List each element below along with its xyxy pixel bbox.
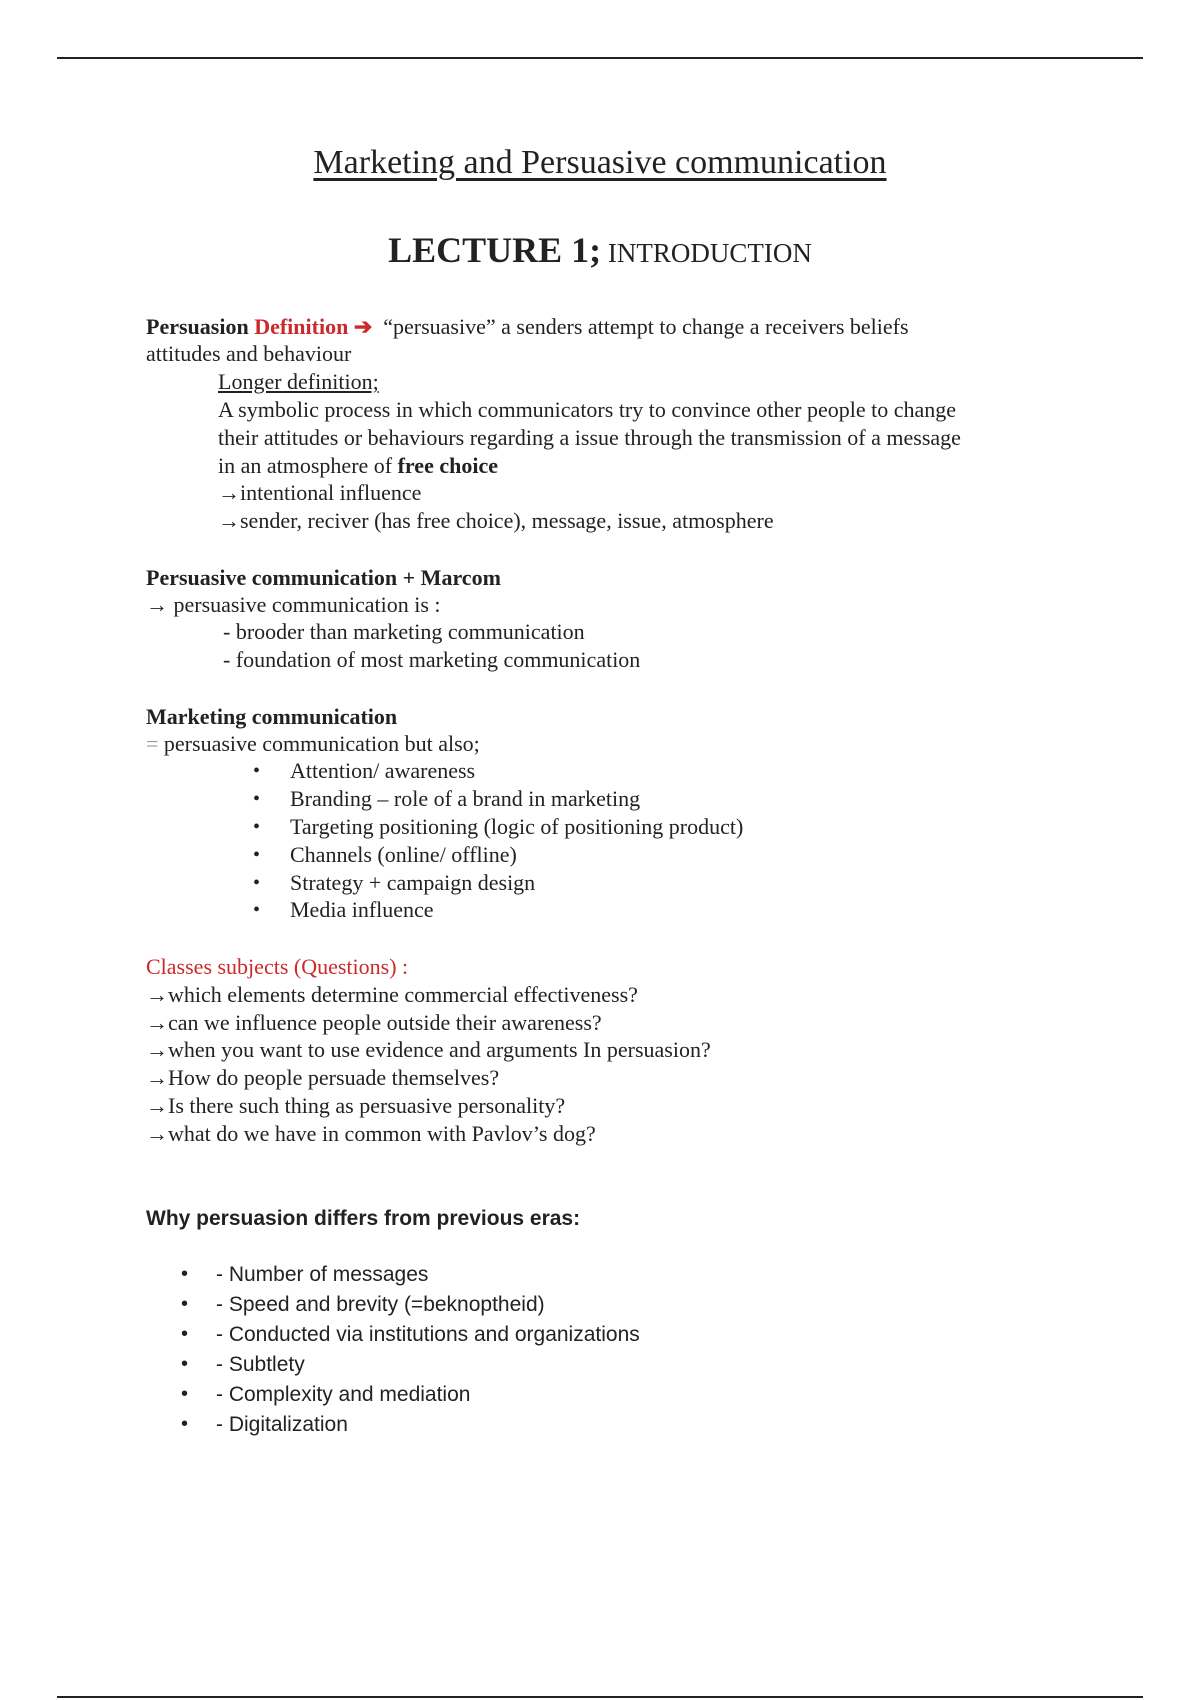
eras-heading: Why persuasion differs from previous eras:: [146, 1207, 581, 1230]
bullet-icon: •: [253, 844, 261, 866]
bullet-icon: •: [181, 1413, 189, 1435]
bullet-icon: •: [181, 1263, 189, 1285]
bullet-icon: •: [253, 872, 261, 894]
longer-definition-heading: Longer definition;: [218, 369, 379, 394]
classes-heading: Classes subjects (Questions) :: [146, 954, 409, 979]
question-item: →which elements determine commercial effectiveness?: [146, 982, 638, 1007]
marketing-intro-text: persuasive communication but also;: [158, 731, 480, 756]
list-item: - Subtlety: [216, 1353, 305, 1376]
header-rule: [57, 57, 1143, 59]
marketing-heading: Marketing communication: [146, 704, 398, 729]
bullet-icon: •: [253, 788, 261, 810]
list-item: Strategy + campaign design: [290, 870, 536, 895]
marcom-item: - foundation of most marketing communication: [223, 647, 641, 672]
list-item: - Digitalization: [216, 1413, 348, 1436]
free-choice-emphasis: free choice: [397, 453, 498, 478]
longer-definition-line: their attitudes or behaviours regarding a issue through the transmission of a message: [218, 425, 961, 450]
definition-text-cont: attitudes and behaviour: [146, 341, 352, 366]
list-item: - Complexity and mediation: [216, 1383, 471, 1406]
list-item: - Conducted via institutions and organizations: [216, 1323, 640, 1346]
definition-point: →intentional influence: [218, 480, 422, 505]
list-item: Attention/ awareness: [290, 758, 476, 783]
definition-term: Persuasion: [146, 314, 249, 339]
bullet-icon: •: [253, 760, 261, 782]
list-item: - Number of messages: [216, 1263, 429, 1286]
question-item: →Is there such thing as persuasive personality?: [146, 1093, 566, 1118]
equals-sign: =: [146, 731, 159, 756]
list-item: Targeting positioning (logic of positioning product): [290, 814, 744, 839]
bullet-icon: •: [181, 1383, 189, 1405]
bullet-icon: •: [253, 899, 261, 921]
arrow-icon: ➔: [353, 314, 373, 339]
list-item: Branding – role of a brand in marketing: [290, 786, 641, 811]
bullet-icon: •: [181, 1293, 189, 1315]
marketing-intro: [146, 730, 480, 758]
lecture-subtitle: INTRODUCTION: [607, 238, 812, 268]
marcom-item: - brooder than marketing communication: [223, 619, 585, 644]
list-item: Channels (online/ offline): [290, 842, 517, 867]
list-item: Media influence: [290, 897, 434, 922]
question-item: →can we influence people outside their awareness?: [146, 1010, 602, 1035]
list-item: - Speed and brevity (=beknoptheid): [216, 1293, 545, 1316]
marcom-heading: Persuasive communication + Marcom: [146, 565, 501, 590]
definition-text: “persuasive” a senders attempt to change a receivers beliefs: [383, 314, 909, 339]
definition-point: →sender, reciver (has free choice), message, issue, atmosphere: [218, 508, 774, 533]
longer-definition-text: in an atmosphere of: [218, 453, 398, 478]
footer-rule: [57, 1696, 1143, 1698]
lecture-heading: [0, 229, 1200, 271]
bullet-icon: •: [181, 1323, 189, 1345]
longer-definition-line: A symbolic process in which communicators try to convince other people to change: [218, 397, 957, 422]
marcom-intro: → persuasive communication is :: [146, 592, 441, 617]
lecture-number: LECTURE 1;: [388, 230, 602, 270]
definition-line: [146, 313, 909, 341]
question-item: →How do people persuade themselves?: [146, 1065, 500, 1090]
question-item: →what do we have in common with Pavlov’s dog?: [146, 1121, 596, 1146]
definition-label: Definition: [254, 314, 349, 339]
bullet-icon: •: [253, 816, 261, 838]
document-title: Marketing and Persuasive communication: [313, 144, 887, 181]
bullet-icon: •: [181, 1353, 189, 1375]
question-item: →when you want to use evidence and arguments In persuasion?: [146, 1037, 711, 1062]
longer-definition-line: [218, 452, 498, 480]
